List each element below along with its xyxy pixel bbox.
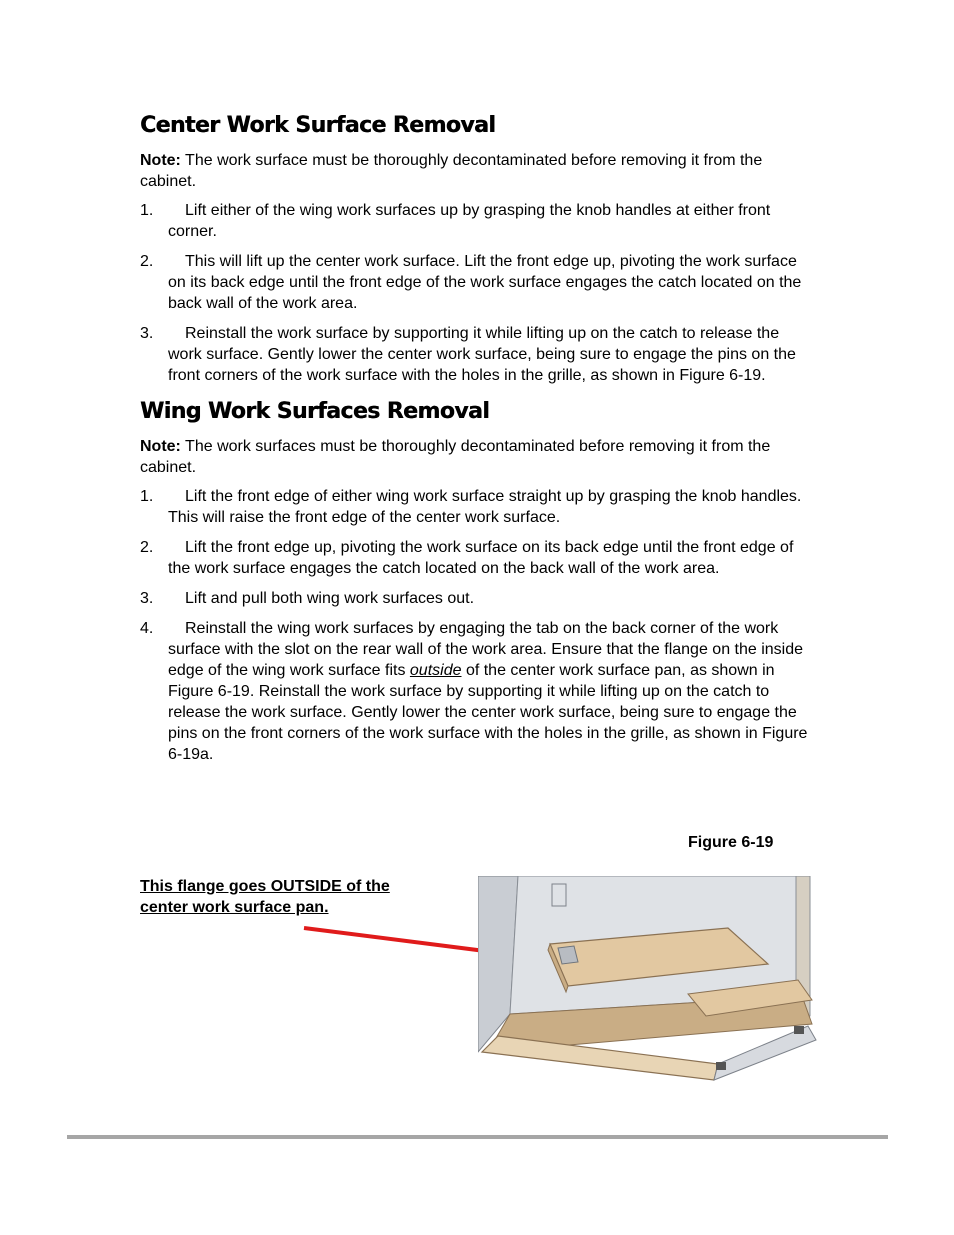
- list-item: [140, 486, 815, 528]
- step-text: Reinstall the work surface by supporting it while lifting up on the catch to release the work surface. Gently lower the center work surface, being sure to engage the pins on the front corners of the work surface with the holes in the grille, as shown in Figure 6-19.: [168, 325, 796, 384]
- step-number: 1.: [140, 488, 154, 505]
- figure-callout: [140, 876, 390, 918]
- step-number: 3.: [140, 325, 154, 342]
- step-text: Lift the front edge up, pivoting the work surface on its back edge until the front edge of the work surface engages the catch located on the back wall of the work area.: [168, 539, 794, 577]
- list-item: [140, 251, 815, 314]
- section-heading-center: Center Work Surface Removal: [140, 113, 496, 138]
- step-text: Lift either of the wing work surfaces up by grasping the knob handles at either front corner.: [168, 202, 771, 240]
- note-text: The work surface must be thoroughly decontaminated before removing it from the cabinet.: [140, 152, 763, 190]
- work-surface-illustration: [478, 876, 840, 1094]
- wing-flange: [558, 946, 578, 964]
- step-text: Lift the front edge of either wing work surface straight up by grasping the knob handles. This will raise the front edge of the center work surface.: [168, 488, 802, 526]
- step-number: 2.: [140, 253, 154, 270]
- note-wing: [140, 436, 815, 478]
- figure-caption: Figure 6-19: [688, 834, 774, 851]
- list-item: [140, 618, 815, 765]
- steps-wing: [140, 486, 815, 765]
- step-number: 2.: [140, 539, 154, 556]
- step-number: 3.: [140, 590, 154, 607]
- knob-handle-left: [716, 1062, 726, 1070]
- callout-line-2: center work surface pan.: [140, 899, 329, 916]
- step-number: 4.: [140, 620, 154, 637]
- steps-center: [140, 200, 815, 386]
- note-text: The work surfaces must be thoroughly decontaminated before removing it from the cabinet.: [140, 438, 771, 476]
- knob-handle-right: [794, 1026, 804, 1034]
- callout-line-1: This flange goes OUTSIDE of the: [140, 878, 390, 895]
- section-heading-wing: Wing Work Surfaces Removal: [140, 399, 490, 424]
- note-label: Note:: [140, 152, 181, 169]
- list-item: [140, 588, 815, 609]
- note-label: Note:: [140, 438, 181, 455]
- step-number: 1.: [140, 202, 154, 219]
- document-body: [140, 112, 815, 774]
- front-right-tray: [714, 1026, 816, 1080]
- step-text: Reinstall the wing work surfaces by engaging the tab on the back corner of the work surface with the slot on the rear wall of the work area. Ensure that the flange on the inside edge of the wing work surface fits outside of the center work surface pan, as shown in Figure 6-19. Reinstall the work surface by supporting it while lifting up on the catch to release the work surface. Gently lower the center work surface, being sure to engage the pins on the front corners of the work surface with the holes in the grille, as shown in Figure 6-19a.: [168, 620, 808, 763]
- emphasis-outside: outside: [409, 662, 462, 679]
- list-item: [140, 537, 815, 579]
- list-item: [140, 323, 815, 386]
- step-text: Lift and pull both wing work surfaces out.: [185, 590, 475, 607]
- footer-rule: [67, 1135, 888, 1139]
- note-center: [140, 150, 815, 192]
- list-item: [140, 200, 815, 242]
- step-text: This will lift up the center work surface. Lift the front edge up, pivoting the work surface on its back edge until the front edge of the work surface engages the catch located on the back wall of the work area.: [168, 253, 802, 312]
